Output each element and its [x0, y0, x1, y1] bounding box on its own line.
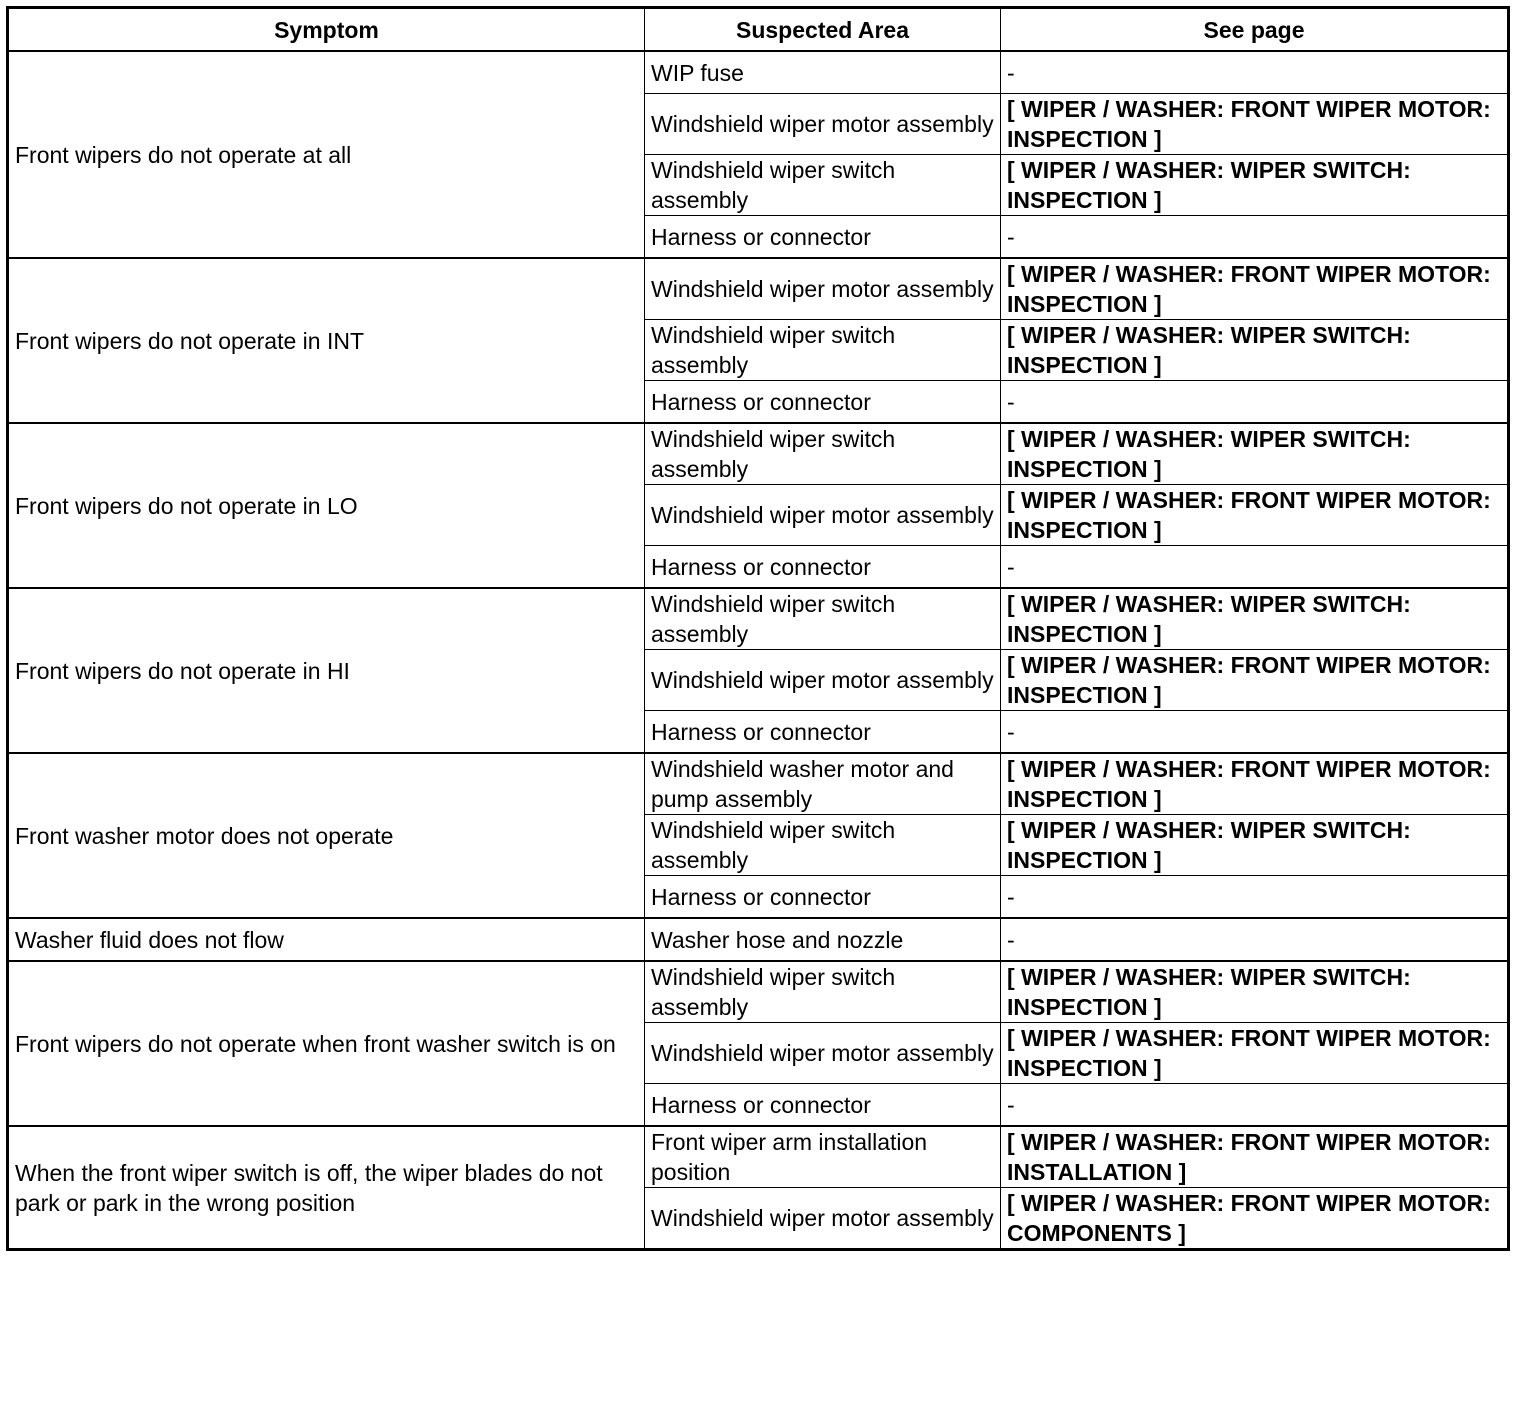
suspected-area-cell: Windshield wiper motor assembly: [645, 258, 1001, 320]
see-page-link[interactable]: [ WIPER / WASHER: FRONT WIPER MOTOR: INSPECTION ]: [1001, 485, 1509, 546]
suspected-area-cell: Harness or connector: [645, 216, 1001, 259]
symptom-cell: Washer fluid does not flow: [8, 918, 645, 961]
see-page-link[interactable]: [ WIPER / WASHER: FRONT WIPER MOTOR: INSPECTION ]: [1001, 753, 1509, 815]
symptom-cell: Front wipers do not operate in INT: [8, 258, 645, 423]
symptom-cell: Front wipers do not operate in LO: [8, 423, 645, 588]
see-page-link[interactable]: [ WIPER / WASHER: FRONT WIPER MOTOR: INSTALLATION ]: [1001, 1126, 1509, 1188]
see-page-cell: -: [1001, 711, 1509, 754]
see-page-link[interactable]: [ WIPER / WASHER: WIPER SWITCH: INSPECTION ]: [1001, 155, 1509, 216]
see-page-cell: -: [1001, 876, 1509, 919]
see-page-link[interactable]: [ WIPER / WASHER: WIPER SWITCH: INSPECTION ]: [1001, 961, 1509, 1023]
see-page-link[interactable]: [ WIPER / WASHER: FRONT WIPER MOTOR: INSPECTION ]: [1001, 258, 1509, 320]
see-page-link[interactable]: [ WIPER / WASHER: WIPER SWITCH: INSPECTION ]: [1001, 320, 1509, 381]
symptom-cell: Front washer motor does not operate: [8, 753, 645, 918]
suspected-area-cell: Windshield wiper switch assembly: [645, 961, 1001, 1023]
see-page-cell: -: [1001, 216, 1509, 259]
see-page-link[interactable]: [ WIPER / WASHER: WIPER SWITCH: INSPECTION ]: [1001, 815, 1509, 876]
suspected-area-cell: Windshield wiper motor assembly: [645, 1188, 1001, 1250]
suspected-area-cell: Washer hose and nozzle: [645, 918, 1001, 961]
table-row: [8, 918, 1509, 961]
suspected-area-cell: Windshield wiper switch assembly: [645, 423, 1001, 485]
suspected-area-cell: Harness or connector: [645, 381, 1001, 424]
suspected-area-cell: Windshield washer motor and pump assembly: [645, 753, 1001, 815]
see-page-cell: -: [1001, 1084, 1509, 1127]
see-page-cell: -: [1001, 381, 1509, 424]
see-page-link[interactable]: [ WIPER / WASHER: FRONT WIPER MOTOR: INSPECTION ]: [1001, 1023, 1509, 1084]
suspected-area-cell: Harness or connector: [645, 1084, 1001, 1127]
suspected-area-cell: Windshield wiper motor assembly: [645, 650, 1001, 711]
see-page-cell: -: [1001, 918, 1509, 961]
table-row: [8, 961, 1509, 1023]
suspected-area-cell: WIP fuse: [645, 51, 1001, 94]
table-row: [8, 423, 1509, 485]
suspected-area-cell: Windshield wiper motor assembly: [645, 485, 1001, 546]
header-row: [8, 8, 1509, 52]
table-body: [8, 51, 1509, 1250]
see-page-link[interactable]: [ WIPER / WASHER: FRONT WIPER MOTOR: COMPONENTS ]: [1001, 1188, 1509, 1250]
table-row: [8, 51, 1509, 94]
troubleshooting-table: [6, 6, 1510, 1251]
table-row: [8, 1126, 1509, 1188]
header-suspected-area: Suspected Area: [645, 8, 1001, 52]
suspected-area-cell: Windshield wiper switch assembly: [645, 155, 1001, 216]
symptom-cell: Front wipers do not operate at all: [8, 51, 645, 258]
suspected-area-cell: Windshield wiper motor assembly: [645, 94, 1001, 155]
see-page-cell: -: [1001, 546, 1509, 589]
symptom-cell: Front wipers do not operate in HI: [8, 588, 645, 753]
symptom-cell: When the front wiper switch is off, the wiper blades do not park or park in the wrong position: [8, 1126, 645, 1250]
table-row: [8, 258, 1509, 320]
suspected-area-cell: Windshield wiper switch assembly: [645, 815, 1001, 876]
suspected-area-cell: Harness or connector: [645, 546, 1001, 589]
suspected-area-cell: Windshield wiper switch assembly: [645, 588, 1001, 650]
see-page-link[interactable]: [ WIPER / WASHER: FRONT WIPER MOTOR: INSPECTION ]: [1001, 650, 1509, 711]
see-page-link[interactable]: [ WIPER / WASHER: FRONT WIPER MOTOR: INSPECTION ]: [1001, 94, 1509, 155]
suspected-area-cell: Harness or connector: [645, 876, 1001, 919]
suspected-area-cell: Harness or connector: [645, 711, 1001, 754]
table-row: [8, 753, 1509, 815]
see-page-cell: -: [1001, 51, 1509, 94]
table-row: [8, 588, 1509, 650]
see-page-link[interactable]: [ WIPER / WASHER: WIPER SWITCH: INSPECTION ]: [1001, 423, 1509, 485]
see-page-link[interactable]: [ WIPER / WASHER: WIPER SWITCH: INSPECTION ]: [1001, 588, 1509, 650]
symptom-cell: Front wipers do not operate when front washer switch is on: [8, 961, 645, 1126]
suspected-area-cell: Windshield wiper switch assembly: [645, 320, 1001, 381]
header-symptom: Symptom: [8, 8, 645, 52]
suspected-area-cell: Front wiper arm installation position: [645, 1126, 1001, 1188]
suspected-area-cell: Windshield wiper motor assembly: [645, 1023, 1001, 1084]
header-see-page: See page: [1001, 8, 1509, 52]
